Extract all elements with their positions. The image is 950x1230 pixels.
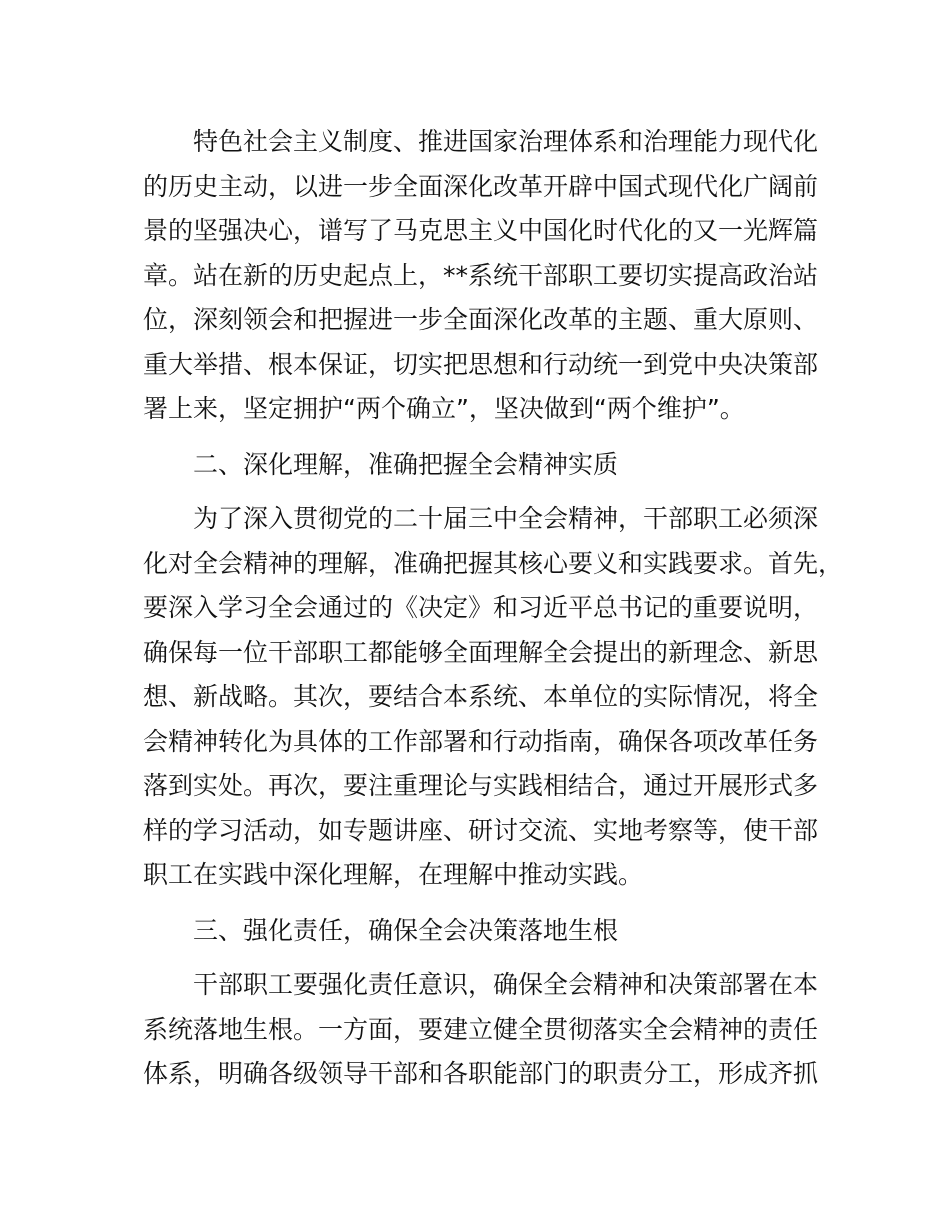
paragraph-line: 落到实处。再次，要注重理论与实践相结合，通过开展形式多 (143, 771, 819, 800)
paragraph-line: 为了深入贯彻党的二十届三中全会精神，干部职工必须深 (193, 504, 819, 533)
paragraph-line: 系统落地生根。一方面，要建立健全贯彻落实全会精神的责任 (143, 1014, 819, 1044)
paragraph-line: 会精神转化为具体的工作部署和行动指南，确保各项改革任务 (143, 726, 819, 756)
paragraph-line: 要深入学习全会通过的《决定》和习近平总书记的重要说明， (143, 593, 819, 622)
paragraph-line: 署上来，坚定拥护“两个确立”，坚决做到“两个维护”。 (143, 394, 745, 423)
paragraph-line: 章。站在新的历史起点上，**系统干部职工要切实提高政治站 (143, 260, 819, 290)
paragraph-line: 想、新战略。其次，要结合本系统、本单位的实际情况，将全 (143, 682, 819, 711)
paragraph-line: 化对全会精神的理解，准确把握其核心要义和实践要求。首先， (143, 548, 844, 578)
paragraph-3 (143, 963, 819, 1097)
paragraph-1 (143, 120, 819, 432)
paragraph-line: 职工在实践中深化理解，在理解中推动实践。 (143, 860, 644, 889)
paragraph-line: 干部职工要强化责任意识，确保全会精神和决策部署在本 (193, 970, 819, 999)
document-body (143, 120, 844, 1097)
paragraph-line: 重大举措、根本保证，切实把思想和行动统一到党中央决策部 (143, 349, 819, 379)
paragraph-line: 景的坚强决心，谱写了马克思主义中国化时代化的又一光辉篇 (143, 216, 819, 245)
paragraph-line: 的历史主动，以进一步全面深化改革开辟中国式现代化广阔前 (143, 171, 819, 201)
paragraph-line: 体系，明确各级领导干部和各职能部门的职责分工，形成齐抓 (143, 1059, 819, 1088)
paragraph-2 (143, 497, 844, 898)
paragraph-line: 确保每一位干部职工都能够全面理解全会提出的新理念、新思 (143, 637, 819, 667)
paragraph-line: 位，深刻领会和把握进一步全面深化改革的主题、重大原则、 (143, 305, 819, 334)
paragraph-line: 特色社会主义制度、推进国家治理体系和治理能力现代化 (193, 127, 819, 156)
section-heading-3: 三、强化责任，确保全会决策落地生根 (193, 915, 619, 945)
section-heading-2: 二、深化理解，准确把握全会精神实质 (193, 449, 619, 479)
paragraph-line: 样的学习活动，如专题讲座、研讨交流、实地考察等，使干部 (143, 815, 819, 845)
